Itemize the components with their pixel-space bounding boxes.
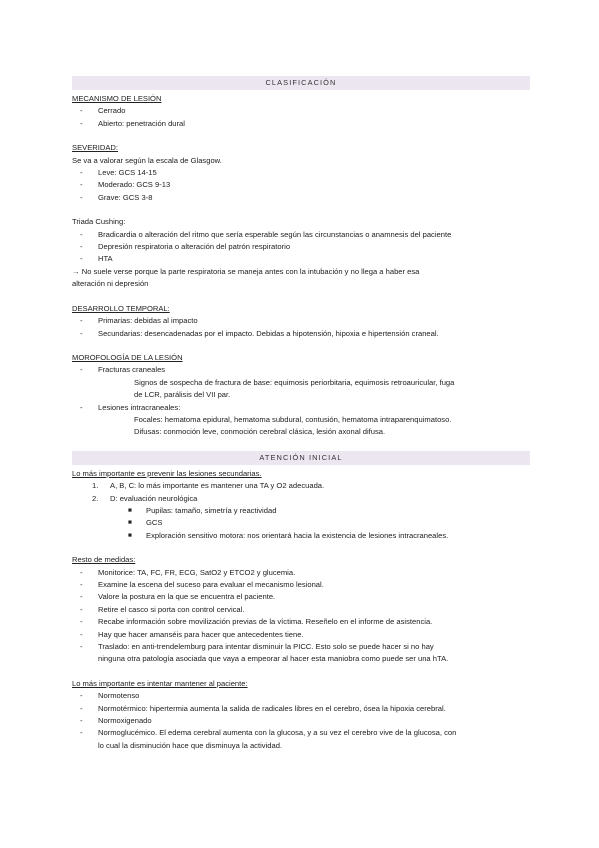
lesiones-focales: Focales: hematoma epidural, hematoma subdural, contusión, hematoma intraparenquimatoso. bbox=[134, 414, 452, 424]
list-item: - HTA bbox=[80, 254, 113, 264]
list-item: - Moderado: GCS 9-13 bbox=[80, 180, 171, 190]
list-item: - Normoxigenado bbox=[80, 716, 152, 726]
list-item: - Retire el casco si porta con control cervical. bbox=[80, 604, 245, 614]
mecanismo-title: MECANISMO DE LESIÓN bbox=[72, 94, 162, 103]
severidad-intro: Se va a valorar según la escala de Glasgow. bbox=[72, 155, 222, 165]
list-item: - Leve: GCS 14-15 bbox=[80, 168, 157, 178]
list-item: - Cerrado bbox=[80, 106, 126, 116]
list-item: - Secundarias: desencadenadas por el impacto. Debidas a hipotensión, hipoxia e hipertensión craneal. bbox=[80, 328, 439, 338]
list-item-cont: lo cual la disminución hace que disminuya la actividad. bbox=[98, 740, 283, 750]
list-item: - Primarias: debidas al impacto bbox=[80, 316, 198, 326]
list-item: - Lesiones intracraneales: bbox=[80, 402, 181, 412]
list-item: - Normoglucémico. El edema cerebral aumenta con la glucosa, y a su vez el cerebro vive de la glucosa, con bbox=[80, 728, 457, 738]
numbered-item: 2. D: evaluación neurológica bbox=[92, 493, 198, 503]
lesiones-difusas: Difusas: conmoción leve, conmoción cerebral clásica, lesión axonal difusa. bbox=[134, 427, 386, 437]
list-item: - Examine la escena del suceso para evaluar el mecanismo lesional. bbox=[80, 580, 324, 589]
list-item: - Bradicardia o alteración del ritmo que sería esperable según las circunstancias o anamnesis del paciente bbox=[80, 229, 452, 239]
sub-list-item: ■ Exploración sensitivo motora: nos orientará hacia la existencia de lesiones intracraneales. bbox=[128, 530, 449, 540]
list-item: - Hay que hacer amanséis para hacer que antecedentes tiene. bbox=[80, 629, 304, 639]
numbered-item: 1. A, B, C: lo más importante es mantener una TA y O2 adecuada. bbox=[92, 481, 325, 491]
sub-list-item: ■ GCS bbox=[128, 518, 163, 528]
section-banner-clasificacion: CLASIFICACIÓN bbox=[72, 76, 530, 90]
list-item: - Valore la postura en la que se encuentra el paciente. bbox=[80, 592, 276, 602]
list-item: - Normotenso bbox=[80, 691, 140, 701]
cushing-title: Triada Cushing: bbox=[72, 217, 126, 227]
resto-title: Resto de medidas: bbox=[72, 555, 136, 565]
list-item: - Grave: GCS 3-8 bbox=[80, 192, 153, 202]
list-item: - Depresión respiratoria o alteración del patrón respiratorio bbox=[80, 242, 291, 252]
severidad-title: SEVERIDAD: bbox=[72, 143, 118, 153]
list-item: - Traslado: en anti-trendelemburg para intentar disminuir la PICC. Esto solo se puede hacer si no hay bbox=[80, 642, 434, 652]
list-item: - Fracturas craneales bbox=[80, 365, 166, 375]
list-item: - Abierto: penetración dural bbox=[80, 118, 185, 128]
document-page bbox=[72, 76, 530, 752]
mantener-title: Lo más importante es intentar mantener al paciente: bbox=[72, 678, 248, 688]
morfologia-title: MOROFOLOGÍA DE LA LESIÓN bbox=[72, 352, 183, 362]
cushing-note-cont: alteración ni depresión bbox=[72, 279, 149, 289]
list-item: - Normotérmico: hipertermia aumenta la salida de radicales libres en el cerebro, ósea la hipoxia cerebral. bbox=[80, 703, 446, 713]
list-item: - Monitorice: TA, FC, FR, ECG, SatO2 y ETCO2 y glucemia. bbox=[80, 567, 296, 577]
sub-list-item: ■ Pupilas: tamaño, simetría y reactividad bbox=[128, 505, 277, 515]
list-item: - Recabe información sobre movilización previas de la víctima. Reseñelo en el informe de asistencia. bbox=[80, 617, 433, 627]
fracturas-detail-cont: de LCR, parálisis del VII par. bbox=[134, 390, 231, 400]
section-banner-atencion-inicial: ATENCIÓN INICIAL bbox=[72, 451, 530, 465]
list-item-cont: ninguna otra patología asociada que vaya a empeorar al hacer esta maniobra como puede ser una hTA. bbox=[98, 654, 449, 664]
cushing-note: → No suele verse porque la parte respiratoria se maneja antes con la intubación y no llega a haber esa bbox=[72, 266, 420, 276]
secundarias-title: Lo más importante es prevenir las lesiones secundarias. bbox=[72, 468, 262, 478]
desarrollo-title: DESARROLLO TEMPORAL: bbox=[72, 303, 170, 313]
fracturas-detail: Signos de sospecha de fractura de base: equimosis periorbitaria, equimosis retroauricular, fuga bbox=[134, 377, 455, 387]
